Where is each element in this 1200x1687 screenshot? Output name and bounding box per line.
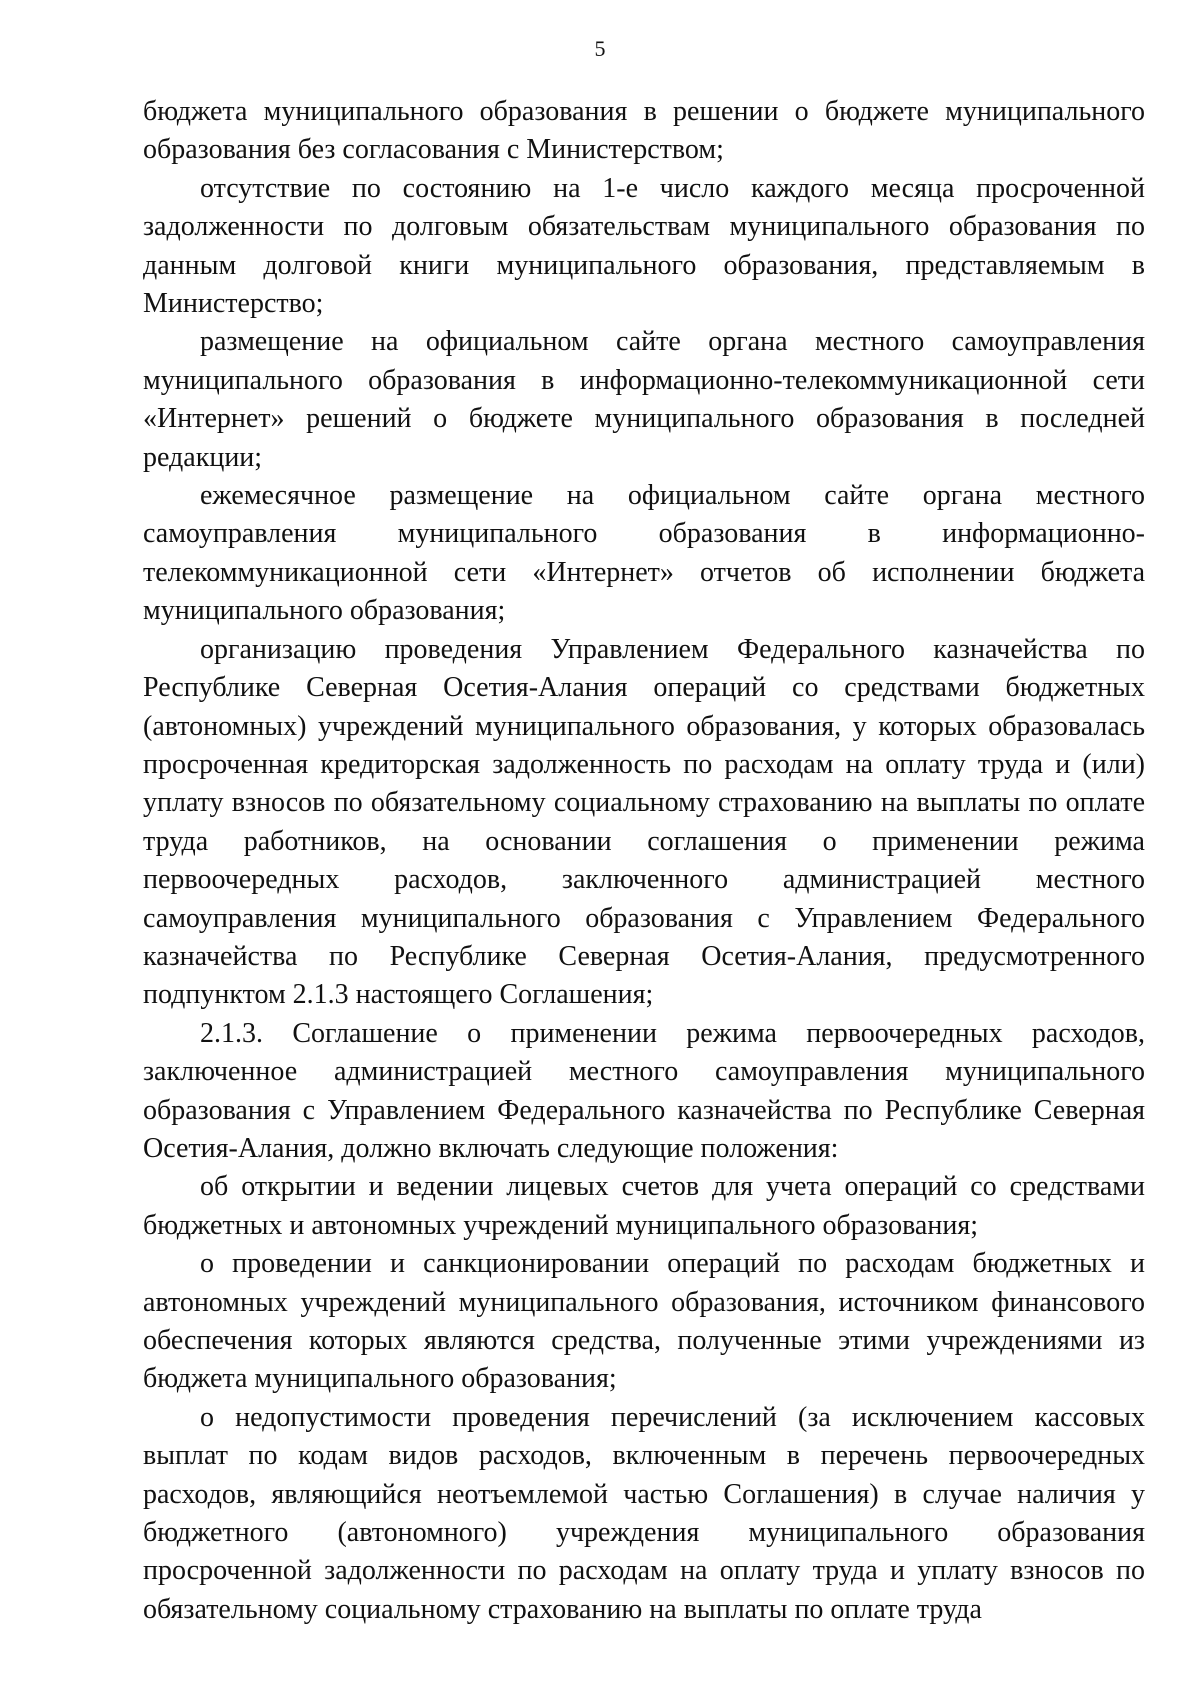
paragraph-clause-2-1-3: 2.1.3. Соглашение о применении режима первоочередных расходов, заключенное администрацией местного самоуправления муниципального образования с Управлением Федерального казначейства по Республике Северная Осетия-Алания, должно включать следующие положения: — [143, 1017, 1145, 1164]
paragraph: о проведении и санкционировании операций по расходам бюджетных и автономных учреждений муниципального образования, источником финансового обеспечения которых являются средства, полученные этими учреждениями из бюджета муниципального образования; — [143, 1248, 1145, 1395]
paragraph: организацию проведения Управлением Федерального казначейства по Республике Северная Осетия-Алания операций со средствами бюджетных (автономных) учреждений муниципального образования, у которых образовалась просроченная кредиторская задолженность по расходам на оплату труда и (или) уплату взносов по обязательному социальному страхованию на выплаты по оплате труда работников, на основании соглашения о применении режима первоочередных расходов, заключенного администрацией местного самоуправления муниципального образования с Управлением Федерального казначейства по Республике Северная Осетия-Алания, предусмотренного подпунктом 2.1.3 настоящего Соглашения; — [143, 633, 1145, 1011]
page-number: 5 — [594, 36, 606, 61]
paragraph: о недопустимости проведения перечислений (за исключением кассовых выплат по кодам видов расходов, включенным в перечень первоочередных расходов, являющийся неотъемлемой частью Соглашения) в случае наличия у бюджетного (автономного) учреждения муниципального образования просроченной задолженности по расходам на оплату труда и уплату взносов по обязательному социальному страхованию на выплаты по оплате труда — [143, 1401, 1145, 1625]
paragraph: об открытии и ведении лицевых счетов для учета операций со средствами бюджетных и автономных учреждений муниципального образования; — [143, 1171, 1145, 1241]
document-body — [143, 93, 1145, 1629]
paragraph: размещение на официальном сайте органа местного самоуправления муниципального образования в информационно-телекоммуникационной сети «Интернет» решений о бюджете муниципального образования в последней редакции; — [143, 326, 1145, 473]
paragraph-continuation: бюджета муниципального образования в решении о бюджете муниципального образования без согласования с Министерством; — [143, 96, 1145, 166]
paragraph: отсутствие по состоянию на 1-е число каждого месяца просроченной задолженности по долговым обязательствам муниципального образования по данным долговой книги муниципального образования, представляемым в Министерство; — [143, 172, 1145, 320]
paragraph: ежемесячное размещение на официальном сайте органа местного самоуправления муниципального образования в информационно-телекоммуникационной сети «Интернет» отчетов об исполнении бюджета муниципального образования; — [143, 480, 1145, 627]
